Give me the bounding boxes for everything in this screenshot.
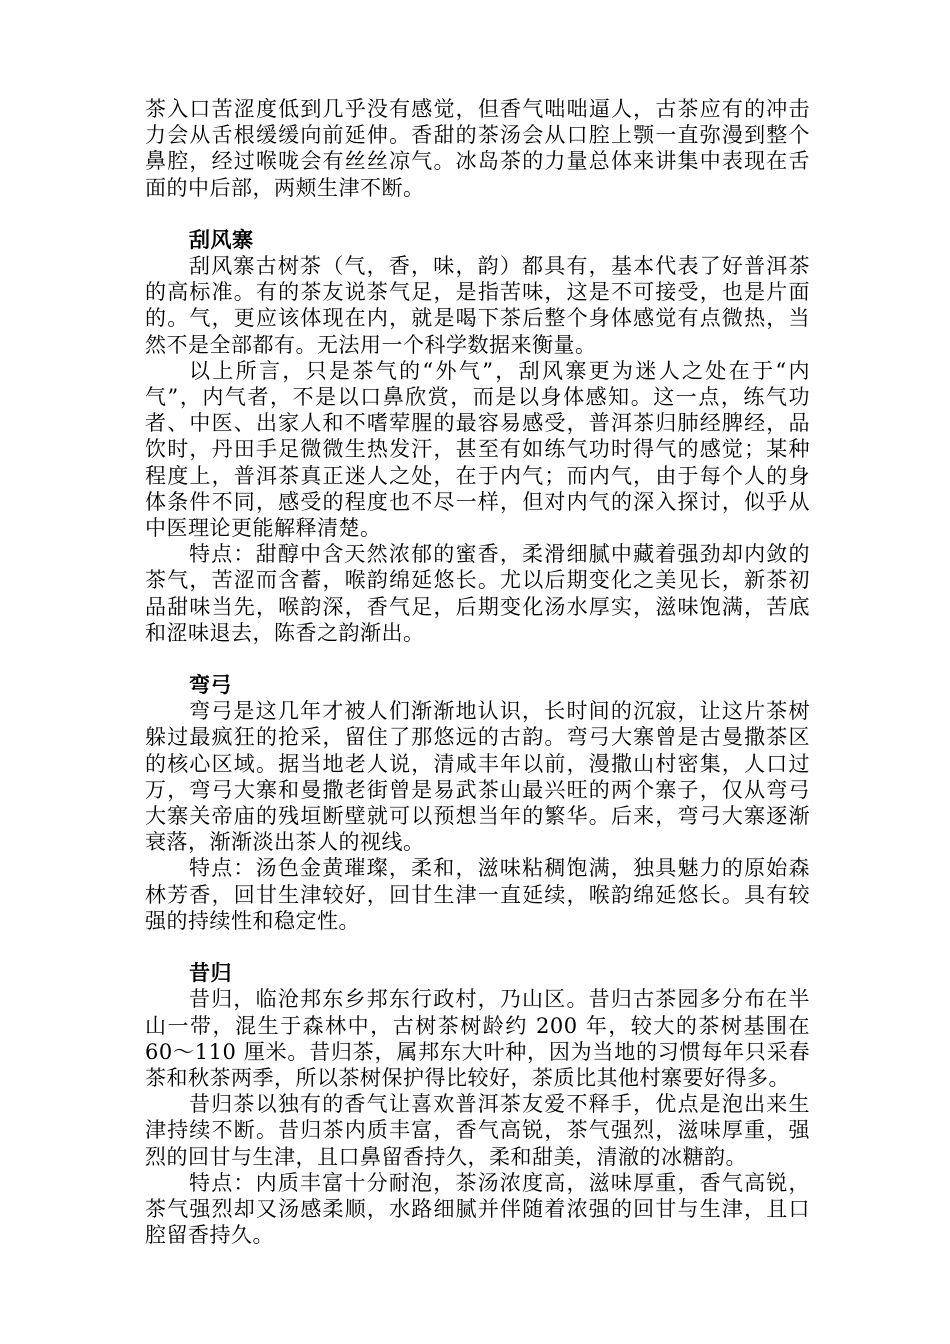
section-wangong	[145, 672, 810, 934]
section-paragraph: 特点：汤色金黄璀璨，柔和，滋味粘稠饱满，独具魅力的原始森林芳香，回甘生津较好，回甘生津一直延续，喉韵绵延悠长。具有较强的持续性和稳定性。	[145, 856, 810, 933]
section-heading: 弯弓	[189, 672, 232, 698]
section-heading: 刮风寨	[189, 226, 254, 252]
section-xigui	[145, 960, 810, 1248]
section-paragraph: 昔归，临沧邦东乡邦东行政村，乃山区。昔归古茶园多分布在半山一带，混生于森林中，古树茶树龄约 200 年，较大的茶树基围在 60～110 厘米。昔归茶，属邦东大叶种，因为当地的习惯每年只采春茶和秋茶两季，所以茶树保护得比较好，茶质比其他村寨要好得多。	[145, 987, 810, 1090]
section-paragraph: 弯弓是这几年才被人们渐渐地认识，长时间的沉寂，让这片茶树躲过最疯狂的抢采，留住了那悠远的古韵。弯弓大寨曾是古曼撒茶区的核心区域。据当地老人说，清咸丰年以前，漫撒山村密集，人口过万，弯弓大寨和曼撒老街曾是易武茶山最兴旺的两个寨子，仅从弯弓大寨关帝庙的残垣断壁就可以预想当年的繁华。后来，弯弓大寨逐渐衰落，渐渐淡出茶人的视线。	[145, 699, 810, 855]
section-heading: 昔归	[189, 960, 232, 986]
document-page	[145, 96, 810, 1248]
section-paragraph: 刮风寨古树茶（气，香，味，韵）都具有，基本代表了好普洱茶的高标准。有的茶友说茶气足，是指苦味，这是不可接受，也是片面的。气，更应该体现在内，就是喝下茶后整个身体感觉有点微热，当然不是全部都有。无法用一个科学数据来衡量。	[145, 254, 810, 357]
section-guafengzhai	[145, 227, 810, 646]
section-paragraph: 特点：甜醇中含天然浓郁的蜜香，柔滑细腻中藏着强劲却内敛的茶气，苦涩而含蓄，喉韵绵延悠长。尤以后期变化之美见长，新茶初品甜味当先，喉韵深，香气足，后期变化汤水厚实，滋味饱满，苦底和涩味退去，陈香之韵渐出。	[145, 542, 810, 645]
section-paragraph: 以上所言，只是茶气的“外气”，刮风寨更为迷人之处在于“内气”，内气者，不是以口鼻欣赏，而是以身体感知。这一点，练气功者、中医、出家人和不嗜荤腥的最容易感受，普洱茶归肺经脾经，品饮时，丹田手足微微生热发汗，甚至有如练气功时得气的感觉；某种程度上，普洱茶真正迷人之处，在于内气；而内气，由于每个人的身体条件不同，感受的程度也不尽一样，但对内气的深入探讨，似乎从中医理论更能解释清楚。	[145, 358, 810, 541]
section-paragraph: 昔归茶以独有的香气让喜欢普洱茶友爱不释手，优点是泡出来生津持续不断。昔归茶内质丰富，香气高锐，茶气强烈，滋味厚重，强烈的回甘与生津，且口鼻留香持久，柔和甜美，清澈的冰糖韵。	[145, 1092, 810, 1169]
intro-paragraph: 茶入口苦涩度低到几乎没有感觉，但香气咄咄逼人，古茶应有的冲击力会从舌根缓缓向前延伸。香甜的茶汤会从口腔上颚一直弥漫到整个鼻腔，经过喉咙会有丝丝凉气。冰岛茶的力量总体来讲集中表现在舌面的中后部，两颊生津不断。	[145, 97, 810, 200]
section-paragraph: 特点：内质丰富十分耐泡，茶汤浓度高，滋味厚重，香气高锐，茶气强烈却又汤感柔顺，水路细腻并伴随着浓强的回甘与生津，且口腔留香持久。	[145, 1170, 810, 1248]
